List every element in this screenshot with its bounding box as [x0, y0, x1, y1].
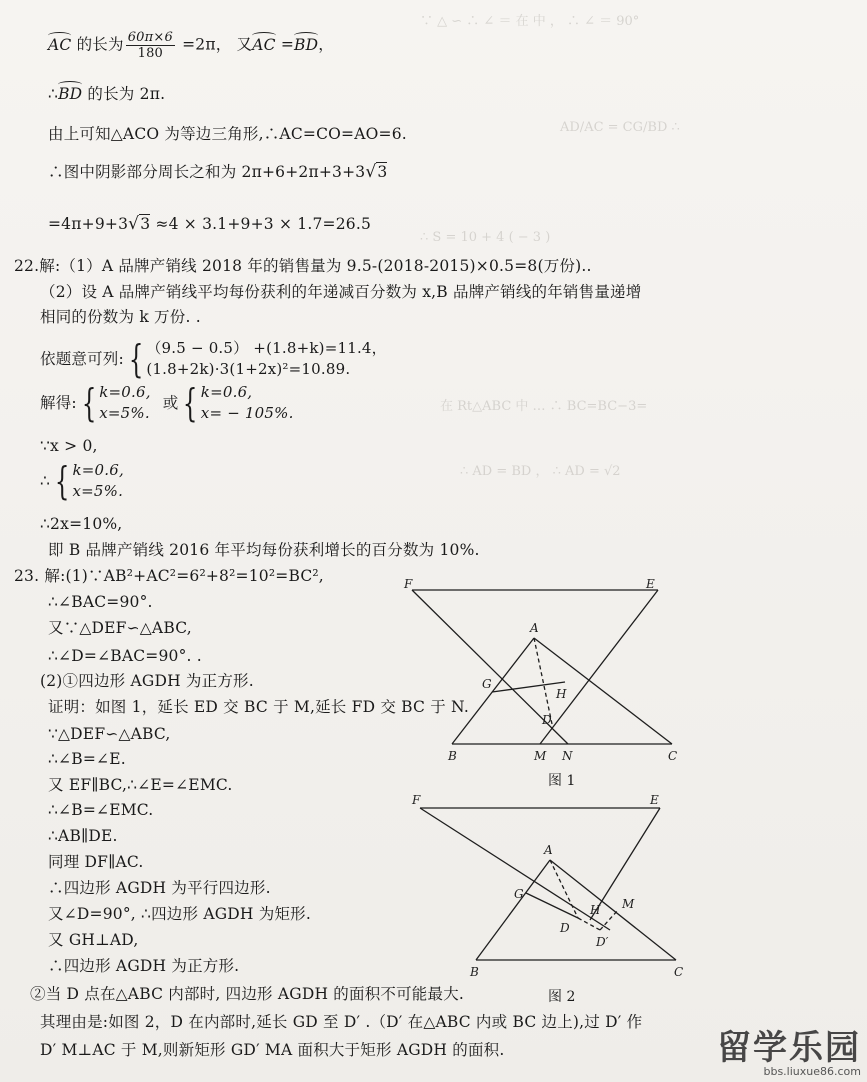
- equation: （9.5 − 0.5） +(1.8+k)=11.4，: [146, 339, 387, 357]
- brace-icon: {: [183, 381, 198, 425]
- point-label-d: D: [542, 713, 552, 727]
- solution-line: [48, 30, 334, 61]
- equation: k=0.6,: [99, 383, 151, 401]
- figure-2-diagram: [410, 790, 700, 986]
- text: ∴图中阴影部分周长之和为 2π+6+2π+3+3: [48, 163, 366, 181]
- point-label-c: C: [674, 965, 684, 979]
- text: 或: [162, 394, 179, 412]
- sqrt-icon: √: [128, 214, 140, 234]
- point-label-a: A: [530, 621, 539, 635]
- segment-d-prime-m: [600, 910, 618, 930]
- segment-dd-prime: [578, 918, 600, 930]
- text: 的长为: [71, 35, 124, 54]
- point-label-a: A: [544, 843, 553, 857]
- equation: k=0.6,: [200, 383, 253, 401]
- point-label-b: B: [448, 749, 457, 763]
- q23-line: 又∠D=90°, ∴四边形 AGDH 为矩形.: [48, 905, 311, 923]
- therefore-symbol: ∴: [48, 85, 59, 103]
- figure-1-diagram: [400, 574, 700, 774]
- point-label-h: H: [556, 687, 567, 701]
- q22-part2-line1: （2）设 A 品牌产销线平均每份获利的年递减百分数为 x,B 品牌产销线的年销售量递增: [40, 283, 642, 301]
- point-label-h: H: [590, 903, 601, 917]
- equation: (1.8+2k)·3(1+2x)²=10.89.: [146, 360, 351, 378]
- bleed-through-text: ∵ △ ∽ ∴ ∠ ＝ 在 中 ， ∴ ∠ ＝ 90°: [420, 14, 640, 29]
- point-label-f: F: [412, 793, 421, 807]
- equation: k=0.6,: [72, 461, 124, 479]
- text: =: [275, 35, 295, 54]
- q23-line: 其理由是:如图 2，D 在内部时,延长 GD 至 D′ .（D′ 在△ABC 内或 BC 边上),过 D′ 作: [40, 1013, 643, 1031]
- segment-em: [540, 590, 658, 744]
- brace-icon: {: [81, 381, 97, 425]
- arc-bd: BD: [58, 85, 83, 103]
- segment-ab: [476, 860, 550, 960]
- figure-2-caption: 图 2: [548, 989, 576, 1005]
- equation-system: [40, 338, 387, 380]
- text: =2π， 又: [176, 35, 253, 54]
- q23-line: 又 EF∥BC,∴∠E=∠EMC.: [48, 776, 233, 794]
- text: =4π+9+3: [48, 215, 129, 233]
- solution-system: [40, 382, 294, 424]
- arc-bd: BD: [294, 35, 319, 54]
- therefore-symbol: ∴: [40, 472, 51, 490]
- segment-ac: [534, 638, 672, 744]
- segment-ad: [534, 638, 552, 724]
- q23-line: ∴∠BAC=90°.: [48, 593, 153, 611]
- q23-line: 同理 DF∥AC.: [48, 853, 144, 871]
- q23-line: ∴∠B=∠EMC.: [48, 801, 154, 819]
- q23-line: 证明：如图 1，延长 ED 交 BC 于 M,延长 FD 交 BC 于 N.: [48, 698, 469, 716]
- segment-gd: [526, 893, 578, 918]
- solution-line: [48, 214, 371, 234]
- solution-system: [40, 460, 124, 502]
- q23-line: ∴四边形 AGDH 为正方形.: [48, 957, 240, 975]
- q23-line: D′ M⊥AC 于 M,则新矩形 GD′ MA 面积大于矩形 AGDH 的面积.: [40, 1041, 505, 1059]
- figure-1-caption: 图 1: [548, 773, 576, 789]
- bleed-through-text: ∴ AD = BD ， ∴ AD = √2: [460, 464, 621, 479]
- q23-line: ②当 D 点在△ABC 内部时, 四边形 AGDH 的面积不可能最大.: [30, 985, 465, 1003]
- segment-ac: [550, 860, 676, 960]
- text: 的长为 2π.: [82, 85, 166, 103]
- brace-icon: {: [128, 337, 144, 381]
- q23-line: ∴AB∥DE.: [48, 827, 118, 845]
- segment-gh: [492, 682, 565, 692]
- point-label-b: B: [470, 965, 479, 979]
- system-lines: [99, 382, 150, 424]
- point-label-f: F: [404, 577, 413, 591]
- bleed-through-text: AD/AC = CG/BD ∴: [560, 120, 680, 135]
- solution-line: [48, 162, 387, 182]
- point-label-e: E: [650, 793, 659, 807]
- point-label-e: E: [646, 577, 655, 591]
- point-label-d: D: [560, 921, 570, 935]
- system-lines: [72, 460, 123, 502]
- point-label-c: C: [668, 749, 678, 763]
- arc-ac: AC: [252, 35, 276, 54]
- point-label-g: G: [482, 677, 492, 691]
- fraction-numerator: 60π×6: [127, 30, 173, 45]
- site-watermark: [717, 1020, 861, 1078]
- point-label-m: M: [622, 897, 635, 911]
- segment-fd: [420, 808, 610, 930]
- sqrt-radicand: 3: [377, 163, 388, 181]
- point-label-n: N: [562, 749, 573, 763]
- equation: x=5%.: [99, 404, 150, 422]
- point-label-d-prime: D′: [596, 935, 609, 949]
- solution-line: [48, 84, 165, 104]
- system-lines: [201, 382, 294, 424]
- sqrt-radicand: 3: [140, 215, 151, 233]
- q23-line: ∴∠B=∠E.: [48, 750, 126, 768]
- q23-line: 又∵△DEF∽△ABC,: [48, 619, 192, 637]
- q22-conclusion: 即 B 品牌产销线 2016 年平均每份获利增长的百分数为 10%.: [48, 541, 480, 559]
- q22-part2-line2: 相同的份数为 k 万份. .: [40, 308, 201, 326]
- q23-line: ∴四边形 AGDH 为平行四边形.: [48, 879, 271, 897]
- text: ≈4 × 3.1+9+3 × 1.7=26.5: [150, 215, 372, 233]
- solution-line: ∴2x=10%,: [40, 515, 123, 533]
- bleed-through-text: 在 Rt△ABC 中 … ∴ BC=BC−3=: [440, 399, 648, 414]
- text: ，: [318, 35, 334, 54]
- equation: x= − 105%.: [200, 404, 294, 422]
- condition-line: ∵x > 0,: [40, 437, 98, 455]
- segment-ad: [550, 860, 578, 918]
- fraction: [126, 30, 175, 61]
- segment-ab: [452, 638, 534, 744]
- q23-line: ∴∠D=∠BAC=90°. .: [48, 647, 202, 665]
- q23-line: ∵△DEF∽△ABC,: [48, 725, 171, 743]
- solution-line: 由上可知△ACO 为等边三角形,∴AC=CO=AO=6.: [48, 125, 407, 143]
- watermark-logo-text: 留学乐园: [717, 1028, 861, 1068]
- system-lines: [146, 338, 387, 380]
- text: 依题意可列:: [40, 350, 124, 368]
- sqrt-icon: √: [365, 162, 377, 182]
- text: 解得:: [40, 394, 77, 412]
- equation: x=5%.: [72, 482, 124, 500]
- watermark-url: bbs.liuxue86.com: [763, 1065, 861, 1078]
- arc-ac: AC: [48, 35, 72, 54]
- brace-icon: {: [54, 459, 70, 503]
- point-label-g: G: [514, 887, 524, 901]
- q23-line: (2)①四边形 AGDH 为正方形.: [40, 672, 254, 690]
- point-label-m: M: [534, 749, 547, 763]
- q23-line: 23. 解:(1)∵AB²+AC²=6²+8²=10²=BC²,: [14, 567, 324, 585]
- q22-part1: 22.解:（1）A 品牌产销线 2018 年的销售量为 9.5-(2018-2015)×0.5=8(万份)..: [14, 257, 592, 275]
- bleed-through-text: ∴ S = 10 + 4 ( − 3 ): [420, 230, 551, 245]
- fraction-denominator: 180: [137, 46, 164, 61]
- q23-line: 又 GH⊥AD,: [48, 931, 139, 949]
